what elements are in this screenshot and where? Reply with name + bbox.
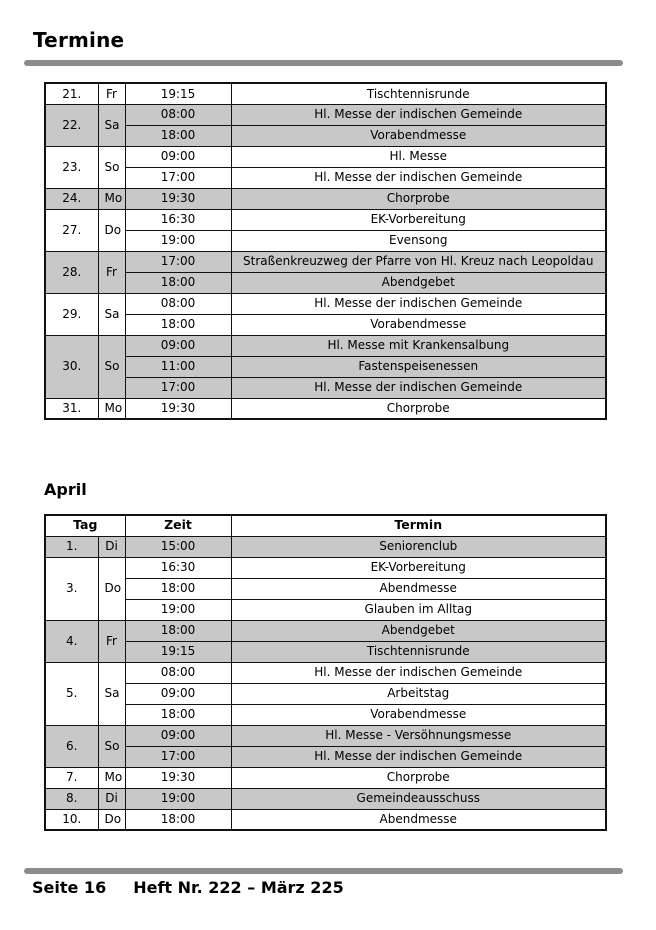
event-cell: Abendmesse [231,578,606,599]
schedule-row [45,251,606,272]
day-cell: 22. [45,104,98,146]
weekday-cell: Fr [98,83,125,104]
event-cell: Hl. Messe - Versöhnungsmesse [231,725,606,746]
weekday-cell: Mo [98,398,125,419]
schedule-row [45,725,606,746]
event-cell: Vorabendmesse [231,314,606,335]
schedule-row [45,356,606,377]
schedule-row [45,746,606,767]
column-header-termin: Termin [231,515,606,536]
footer-page-number: Seite 16 [32,878,107,897]
weekday-cell: Do [98,209,125,251]
day-cell: 30. [45,335,98,398]
april-heading: April [44,480,87,499]
weekday-cell: Sa [98,293,125,335]
day-cell: 29. [45,293,98,335]
schedule-row [45,167,606,188]
event-cell: Tischtennisrunde [231,83,606,104]
time-cell: 19:00 [125,230,231,251]
day-cell: 27. [45,209,98,251]
time-cell: 09:00 [125,146,231,167]
event-cell: Hl. Messe der indischen Gemeinde [231,104,606,125]
weekday-cell: Mo [98,767,125,788]
time-cell: 15:00 [125,536,231,557]
time-cell: 09:00 [125,335,231,356]
time-cell: 19:30 [125,767,231,788]
schedule-row [45,188,606,209]
schedule-row [45,536,606,557]
weekday-cell: Do [98,809,125,830]
event-cell: Hl. Messe [231,146,606,167]
time-cell: 16:30 [125,557,231,578]
time-cell: 19:00 [125,599,231,620]
time-cell: 17:00 [125,746,231,767]
schedule-row [45,683,606,704]
weekday-cell: Fr [98,251,125,293]
event-cell: Hl. Messe mit Krankensalbung [231,335,606,356]
event-cell: Glauben im Alltag [231,599,606,620]
day-cell: 10. [45,809,98,830]
time-cell: 08:00 [125,104,231,125]
event-cell: Abendgebet [231,272,606,293]
day-cell: 3. [45,557,98,620]
day-cell: 28. [45,251,98,293]
time-cell: 08:00 [125,662,231,683]
day-cell: 1. [45,536,98,557]
schedule-row [45,809,606,830]
weekday-cell: So [98,146,125,188]
time-cell: 11:00 [125,356,231,377]
schedule-row [45,209,606,230]
column-header-zeit: Zeit [125,515,231,536]
schedule-row [45,767,606,788]
time-cell: 19:30 [125,188,231,209]
schedule-row [45,125,606,146]
event-cell: Hl. Messe der indischen Gemeinde [231,746,606,767]
weekday-cell: So [98,725,125,767]
event-cell: Arbeitstag [231,683,606,704]
weekday-cell: Sa [98,662,125,725]
event-cell: Chorprobe [231,767,606,788]
day-cell: 5. [45,662,98,725]
weekday-cell: Sa [98,104,125,146]
day-cell: 8. [45,788,98,809]
schedule-row [45,335,606,356]
footer-issue-label: Heft Nr. 222 – März 225 [133,878,344,897]
day-cell: 31. [45,398,98,419]
weekday-cell: Di [98,536,125,557]
weekday-cell: Fr [98,620,125,662]
event-cell: Abendgebet [231,620,606,641]
day-cell: 6. [45,725,98,767]
schedule-row [45,146,606,167]
march-schedule-body [45,83,606,419]
weekday-cell: So [98,335,125,398]
time-cell: 19:15 [125,83,231,104]
schedule-row [45,104,606,125]
april-schedule-body [45,536,606,830]
time-cell: 18:00 [125,809,231,830]
event-cell: Hl. Messe der indischen Gemeinde [231,662,606,683]
time-cell: 17:00 [125,377,231,398]
event-cell: Hl. Messe der indischen Gemeinde [231,293,606,314]
schedule-row [45,272,606,293]
schedule-row [45,620,606,641]
time-cell: 18:00 [125,125,231,146]
schedule-row [45,641,606,662]
schedule-row [45,788,606,809]
table-header-row [45,515,606,536]
time-cell: 19:15 [125,641,231,662]
schedule-row [45,230,606,251]
event-cell: Fastenspeisenessen [231,356,606,377]
weekday-cell: Di [98,788,125,809]
event-cell: Gemeindeausschuss [231,788,606,809]
event-cell: Chorprobe [231,188,606,209]
time-cell: 18:00 [125,578,231,599]
schedule-row [45,578,606,599]
event-cell: Evensong [231,230,606,251]
event-cell: Straßenkreuzweg der Pfarre von Hl. Kreuz nach Leopoldau [231,251,606,272]
day-cell: 21. [45,83,98,104]
schedule-row [45,599,606,620]
time-cell: 17:00 [125,167,231,188]
weekday-cell: Do [98,557,125,620]
schedule-row [45,704,606,725]
time-cell: 19:30 [125,398,231,419]
weekday-cell: Mo [98,188,125,209]
time-cell: 18:00 [125,704,231,725]
time-cell: 18:00 [125,314,231,335]
schedule-row [45,377,606,398]
time-cell: 08:00 [125,293,231,314]
page-title: Termine [33,28,125,52]
schedule-row [45,398,606,419]
event-cell: Vorabendmesse [231,704,606,725]
column-header-tag: Tag [45,515,125,536]
event-cell: Hl. Messe der indischen Gemeinde [231,167,606,188]
event-cell: Hl. Messe der indischen Gemeinde [231,377,606,398]
event-cell: Tischtennisrunde [231,641,606,662]
schedule-row [45,557,606,578]
time-cell: 18:00 [125,272,231,293]
event-cell: EK-Vorbereitung [231,557,606,578]
schedule-row [45,293,606,314]
time-cell: 17:00 [125,251,231,272]
event-cell: Chorprobe [231,398,606,419]
day-cell: 4. [45,620,98,662]
time-cell: 16:30 [125,209,231,230]
time-cell: 18:00 [125,620,231,641]
time-cell: 09:00 [125,725,231,746]
schedule-row [45,314,606,335]
day-cell: 23. [45,146,98,188]
day-cell: 7. [45,767,98,788]
time-cell: 09:00 [125,683,231,704]
day-cell: 24. [45,188,98,209]
event-cell: Vorabendmesse [231,125,606,146]
april-schedule-table [44,514,607,831]
event-cell: Abendmesse [231,809,606,830]
page-footer [32,878,344,897]
event-cell: EK-Vorbereitung [231,209,606,230]
schedule-row [45,662,606,683]
march-schedule-table [44,82,607,420]
time-cell: 19:00 [125,788,231,809]
schedule-row [45,83,606,104]
title-rule [24,60,623,66]
footer-rule [24,868,623,874]
event-cell: Seniorenclub [231,536,606,557]
